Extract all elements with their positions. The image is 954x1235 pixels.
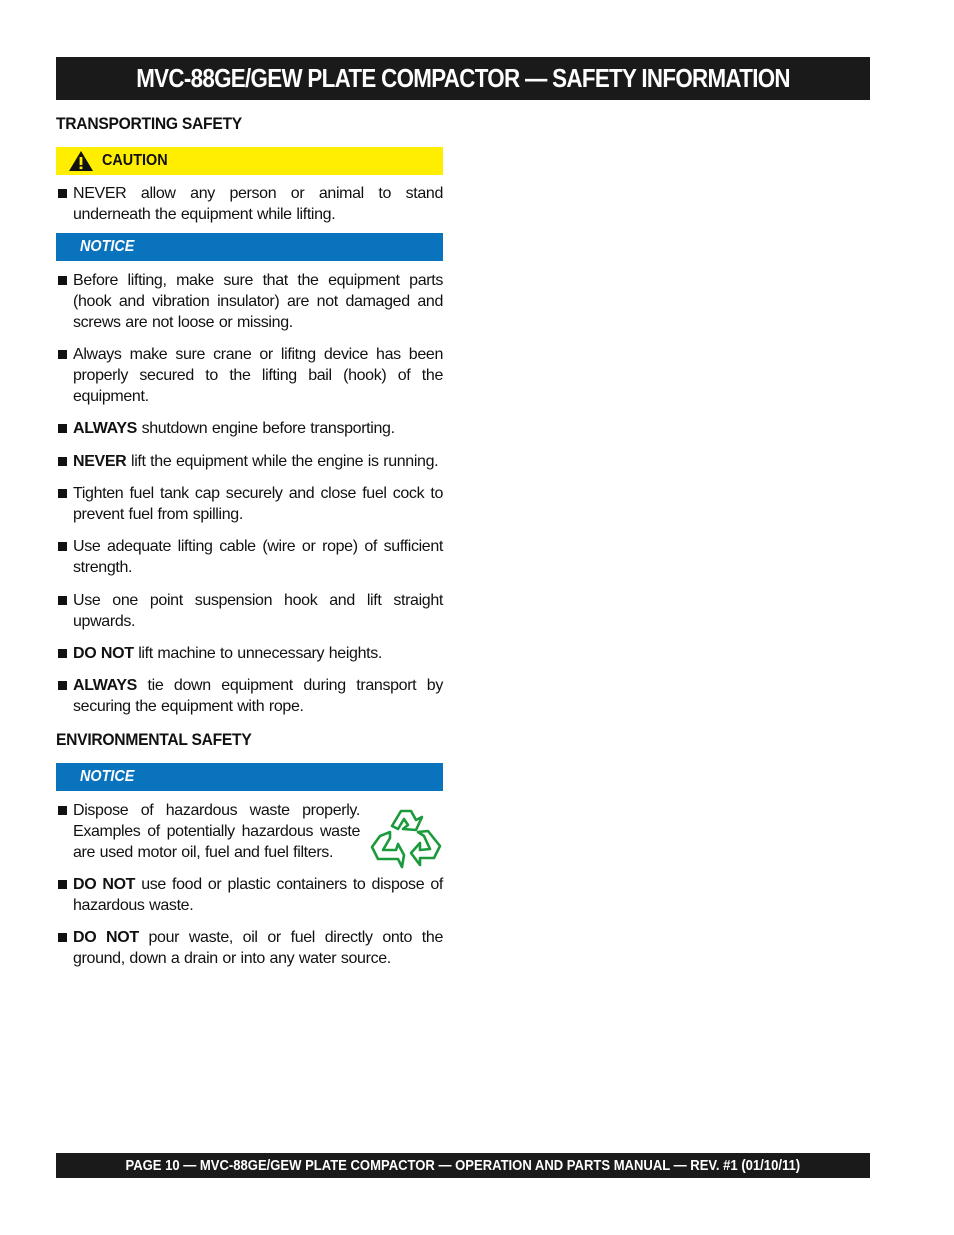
list-item: ALWAYS shutdown engine before transporting. xyxy=(56,418,443,439)
transporting-safety-heading: TRANSPORTING SAFETY xyxy=(56,114,242,133)
bullet xyxy=(58,457,67,466)
list-item: ALWAYS tie down equipment during transport by securing the equipment with rope. xyxy=(56,675,443,717)
recycle-icon xyxy=(368,798,444,872)
list-item: Dispose of hazardous waste properly. Examples of potentially hazardous waste are used motor oil, fuel and fuel filters. xyxy=(56,800,360,863)
bullet xyxy=(58,880,67,889)
bullet xyxy=(58,276,67,285)
list-item: Always make sure crane or lifitng device has been properly secured to the lifting bail (hook) of the equipment. xyxy=(56,344,443,407)
warning-triangle-icon xyxy=(68,150,94,172)
list-item: NEVER lift the equipment while the engine is running. xyxy=(56,451,443,472)
list-item: Tighten fuel tank cap securely and close fuel cock to prevent fuel from spilling. xyxy=(56,483,443,525)
environmental-safety-heading: ENVIRONMENTAL SAFETY xyxy=(56,730,252,749)
list-item: DO NOT lift machine to unnecessary heights. xyxy=(56,643,443,664)
list-item: DO NOT pour waste, oil or fuel directly onto the ground, down a drain or into any water source. xyxy=(56,927,443,969)
notice-label: NOTICE xyxy=(80,238,135,255)
bullet xyxy=(58,681,67,690)
notice-banner xyxy=(56,233,443,261)
caution-label: CAUTION xyxy=(102,152,168,169)
bullet xyxy=(58,424,67,433)
caution-banner xyxy=(56,147,443,175)
bullet xyxy=(58,596,67,605)
list-item: NEVER allow any person or animal to stand underneath the equipment while lifting. xyxy=(56,183,443,225)
list-item: Before lifting, make sure that the equipment parts (hook and vibration insulator) are not damaged and screws are not loose or missing. xyxy=(56,270,443,333)
bullet xyxy=(58,189,67,198)
bullet xyxy=(58,350,67,359)
list-item: DO NOT use food or plastic containers to dispose of hazardous waste. xyxy=(56,874,443,916)
notice-banner xyxy=(56,763,443,791)
bullet xyxy=(58,933,67,942)
bullet xyxy=(58,489,67,498)
bullet xyxy=(58,806,67,815)
page-footer xyxy=(56,1153,870,1178)
list-item: Use one point suspension hook and lift straight upwards. xyxy=(56,590,443,632)
list-item: Use adequate lifting cable (wire or rope) of sufficient strength. xyxy=(56,536,443,578)
footer-text: PAGE 10 — MVC-88GE/GEW PLATE COMPACTOR — OPERATION AND PARTS MANUAL — REV. #1 (01/10/11) xyxy=(125,1157,801,1174)
notice-label: NOTICE xyxy=(80,768,135,785)
page-title: MVC-88GE/GEW PLATE COMPACTOR — SAFETY INFORMATION xyxy=(136,63,790,93)
bullet xyxy=(58,542,67,551)
page-title-bar xyxy=(56,57,870,100)
bullet xyxy=(58,649,67,658)
